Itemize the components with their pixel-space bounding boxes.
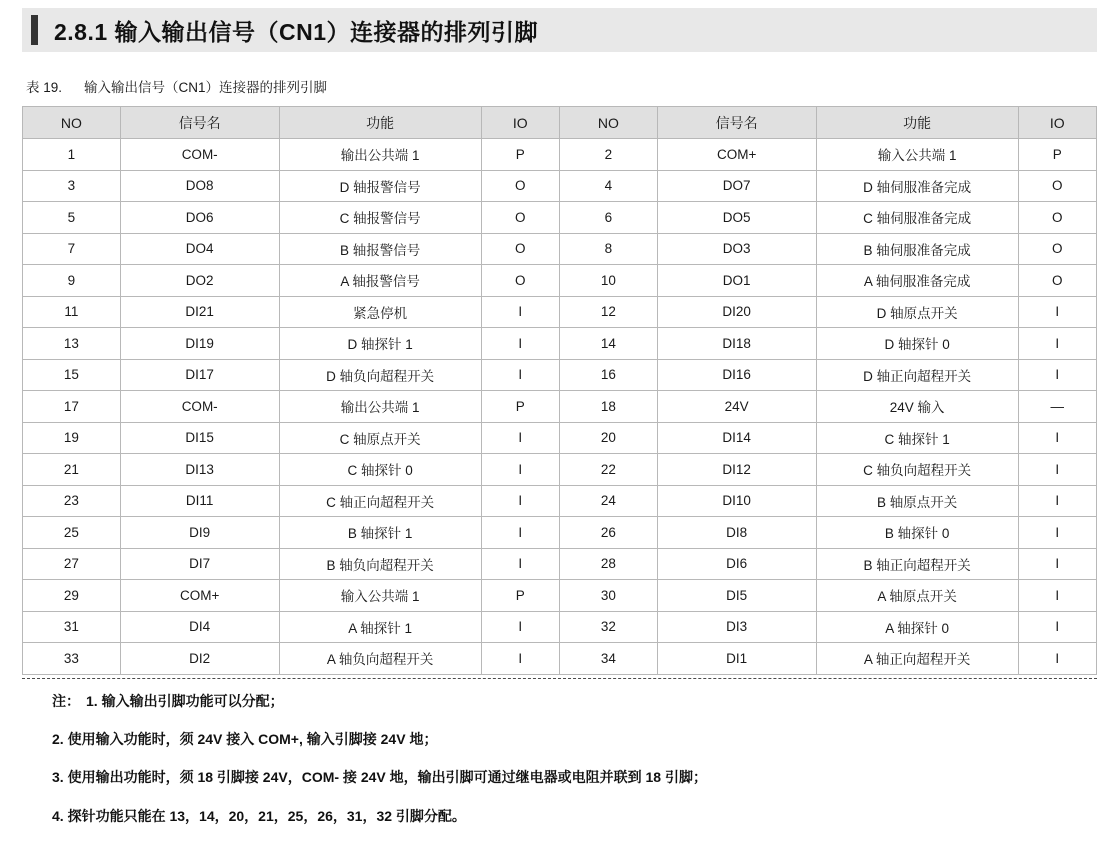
cell-signal-right: 24V <box>657 391 816 423</box>
cell-no-left: 1 <box>23 139 121 171</box>
note-text: 3. 使用输出功能时，须 18 引脚接 24V，COM- 接 24V 地，输出引脚可通过继电器或电阻并联到 18 引脚； <box>52 769 707 786</box>
table-row <box>23 548 1097 580</box>
cell-no-left: 31 <box>23 611 121 643</box>
cell-no-left: 15 <box>23 359 121 391</box>
cell-function-right: A 轴伺服准备完成 <box>816 265 1018 297</box>
cell-io-right: I <box>1018 359 1096 391</box>
table-row <box>23 296 1097 328</box>
cell-io-left: P <box>481 139 559 171</box>
cell-signal-right: COM+ <box>657 139 816 171</box>
cell-signal-left: DI17 <box>120 359 279 391</box>
cell-io-right: I <box>1018 454 1096 486</box>
cell-signal-right: DI5 <box>657 580 816 612</box>
cell-no-right: 16 <box>559 359 657 391</box>
cell-io-right: I <box>1018 296 1096 328</box>
cell-no-right: 20 <box>559 422 657 454</box>
cell-function-right: D 轴正向超程开关 <box>816 359 1018 391</box>
cell-function-right: B 轴正向超程开关 <box>816 548 1018 580</box>
cell-no-left: 21 <box>23 454 121 486</box>
cell-function-left: D 轴负向超程开关 <box>279 359 481 391</box>
cell-no-right: 4 <box>559 170 657 202</box>
heading-accent-bar <box>31 15 38 45</box>
cell-io-right: I <box>1018 485 1096 517</box>
cell-function-left: C 轴原点开关 <box>279 422 481 454</box>
cell-no-right: 10 <box>559 265 657 297</box>
cell-signal-left: DI21 <box>120 296 279 328</box>
note-text: 2. 使用输入功能时，须 24V 接入 COM+, 输入引脚接 24V 地； <box>52 731 438 748</box>
cell-no-right: 22 <box>559 454 657 486</box>
cell-no-left: 11 <box>23 296 121 328</box>
dashed-divider <box>22 678 1097 679</box>
table-row <box>23 233 1097 265</box>
note-text: 4. 探针功能只能在 13，14，20，21，25，26，31，32 引脚分配。 <box>52 807 466 824</box>
cell-no-right: 24 <box>559 485 657 517</box>
cell-no-left: 27 <box>23 548 121 580</box>
table-row <box>23 328 1097 360</box>
cell-no-right: 14 <box>559 328 657 360</box>
cell-function-left: B 轴探针 1 <box>279 517 481 549</box>
note-item <box>52 807 1092 825</box>
table-row <box>23 643 1097 675</box>
cell-io-left: I <box>481 517 559 549</box>
cell-signal-left: COM- <box>120 391 279 423</box>
table-row <box>23 611 1097 643</box>
cell-signal-right: DI3 <box>657 611 816 643</box>
cell-function-left: D 轴探针 1 <box>279 328 481 360</box>
cell-io-left: I <box>481 422 559 454</box>
notes-label: 注： <box>52 693 80 709</box>
cell-io-left: I <box>481 643 559 675</box>
cell-function-left: C 轴探针 0 <box>279 454 481 486</box>
note-text: 1. 输入输出引脚功能可以分配； <box>86 693 284 709</box>
cell-function-left: B 轴报警信号 <box>279 233 481 265</box>
cell-no-left: 17 <box>23 391 121 423</box>
cell-function-right: A 轴探针 0 <box>816 611 1018 643</box>
column-header-no-right: NO <box>559 107 657 139</box>
table-row <box>23 485 1097 517</box>
cell-signal-right: DI6 <box>657 548 816 580</box>
cell-signal-left: DI4 <box>120 611 279 643</box>
cell-signal-left: DO4 <box>120 233 279 265</box>
cell-io-right: — <box>1018 391 1096 423</box>
cell-io-left: I <box>481 296 559 328</box>
table-row <box>23 391 1097 423</box>
cell-function-left: 输入公共端 1 <box>279 580 481 612</box>
cell-signal-right: DI1 <box>657 643 816 675</box>
table-row <box>23 202 1097 234</box>
cell-signal-left: DI9 <box>120 517 279 549</box>
cell-signal-right: DI14 <box>657 422 816 454</box>
cell-signal-right: DI8 <box>657 517 816 549</box>
cell-signal-right: DI18 <box>657 328 816 360</box>
cell-no-left: 7 <box>23 233 121 265</box>
cell-io-left: I <box>481 485 559 517</box>
note-item <box>52 692 1092 710</box>
cell-function-right: A 轴正向超程开关 <box>816 643 1018 675</box>
column-header-no-left: NO <box>23 107 121 139</box>
cell-function-right: C 轴负向超程开关 <box>816 454 1018 486</box>
cell-no-right: 2 <box>559 139 657 171</box>
cell-function-left: A 轴负向超程开关 <box>279 643 481 675</box>
cell-no-left: 13 <box>23 328 121 360</box>
cell-signal-right: DO5 <box>657 202 816 234</box>
cell-io-left: O <box>481 202 559 234</box>
cell-io-right: I <box>1018 580 1096 612</box>
table-caption-label: 表 19. <box>26 80 63 95</box>
column-header-signal-right: 信号名 <box>657 107 816 139</box>
cell-io-left: O <box>481 170 559 202</box>
table-row <box>23 170 1097 202</box>
cell-function-right: B 轴伺服准备完成 <box>816 233 1018 265</box>
cell-io-left: I <box>481 454 559 486</box>
cell-function-right: C 轴伺服准备完成 <box>816 202 1018 234</box>
cell-function-left: 输出公共端 1 <box>279 391 481 423</box>
cell-signal-left: COM- <box>120 139 279 171</box>
cell-no-left: 9 <box>23 265 121 297</box>
table-row <box>23 454 1097 486</box>
cell-signal-right: DI20 <box>657 296 816 328</box>
cell-function-right: A 轴原点开关 <box>816 580 1018 612</box>
cell-io-right: O <box>1018 170 1096 202</box>
cell-no-right: 32 <box>559 611 657 643</box>
cell-signal-left: DI2 <box>120 643 279 675</box>
cell-no-right: 18 <box>559 391 657 423</box>
cell-io-left: O <box>481 233 559 265</box>
cell-io-right: I <box>1018 328 1096 360</box>
cell-function-left: C 轴报警信号 <box>279 202 481 234</box>
cell-function-left: 紧急停机 <box>279 296 481 328</box>
column-header-function-right: 功能 <box>816 107 1018 139</box>
column-header-function-left: 功能 <box>279 107 481 139</box>
table-row <box>23 359 1097 391</box>
cell-io-right: I <box>1018 611 1096 643</box>
cell-no-left: 29 <box>23 580 121 612</box>
cell-io-right: I <box>1018 643 1096 675</box>
cell-signal-left: DI15 <box>120 422 279 454</box>
cell-function-right: D 轴原点开关 <box>816 296 1018 328</box>
column-header-io-right: IO <box>1018 107 1096 139</box>
cell-io-left: I <box>481 328 559 360</box>
note-item <box>52 730 1092 748</box>
cell-no-left: 19 <box>23 422 121 454</box>
cell-no-right: 12 <box>559 296 657 328</box>
cell-function-left: D 轴报警信号 <box>279 170 481 202</box>
cell-signal-right: DI10 <box>657 485 816 517</box>
cell-function-right: B 轴原点开关 <box>816 485 1018 517</box>
page-title: 2.8.1 输入输出信号（CN1）连接器的排列引脚 <box>54 18 539 45</box>
cell-function-right: 24V 输入 <box>816 391 1018 423</box>
cell-signal-left: DI19 <box>120 328 279 360</box>
table-row <box>23 422 1097 454</box>
cell-signal-left: COM+ <box>120 580 279 612</box>
cell-function-right: C 轴探针 1 <box>816 422 1018 454</box>
cell-function-right: D 轴伺服准备完成 <box>816 170 1018 202</box>
cell-function-right: 输入公共端 1 <box>816 139 1018 171</box>
cell-signal-left: DO8 <box>120 170 279 202</box>
note-item <box>52 768 1092 786</box>
cell-no-right: 30 <box>559 580 657 612</box>
cell-signal-right: DO7 <box>657 170 816 202</box>
cell-io-right: O <box>1018 233 1096 265</box>
cell-io-right: I <box>1018 517 1096 549</box>
cell-signal-right: DI12 <box>657 454 816 486</box>
table-row <box>23 265 1097 297</box>
cell-function-left: B 轴负向超程开关 <box>279 548 481 580</box>
cell-io-right: I <box>1018 422 1096 454</box>
table-row <box>23 517 1097 549</box>
cell-signal-right: DO1 <box>657 265 816 297</box>
cell-function-left: C 轴正向超程开关 <box>279 485 481 517</box>
table-caption-text: 输入输出信号（CN1）连接器的排列引脚 <box>84 80 328 95</box>
cell-io-right: I <box>1018 548 1096 580</box>
cell-no-left: 5 <box>23 202 121 234</box>
cell-signal-right: DI16 <box>657 359 816 391</box>
cell-io-left: I <box>481 548 559 580</box>
column-header-signal-left: 信号名 <box>120 107 279 139</box>
cell-io-left: O <box>481 265 559 297</box>
cell-io-left: I <box>481 359 559 391</box>
cell-io-right: O <box>1018 265 1096 297</box>
table-caption <box>26 76 327 96</box>
table-header-row <box>23 107 1097 139</box>
cell-no-left: 25 <box>23 517 121 549</box>
cell-no-left: 23 <box>23 485 121 517</box>
cell-io-left: P <box>481 580 559 612</box>
cell-signal-left: DI7 <box>120 548 279 580</box>
cell-no-left: 3 <box>23 170 121 202</box>
pin-assignment-table <box>22 106 1097 675</box>
cell-signal-left: DO6 <box>120 202 279 234</box>
table-row <box>23 139 1097 171</box>
cell-no-right: 26 <box>559 517 657 549</box>
cell-io-right: O <box>1018 202 1096 234</box>
cell-no-right: 6 <box>559 202 657 234</box>
table-row <box>23 580 1097 612</box>
cell-function-left: A 轴报警信号 <box>279 265 481 297</box>
cell-signal-right: DO3 <box>657 233 816 265</box>
cell-function-right: D 轴探针 0 <box>816 328 1018 360</box>
cell-function-left: 输出公共端 1 <box>279 139 481 171</box>
cell-io-right: P <box>1018 139 1096 171</box>
cell-io-left: P <box>481 391 559 423</box>
notes-block <box>52 692 1092 845</box>
cell-function-left: A 轴探针 1 <box>279 611 481 643</box>
cell-io-left: I <box>481 611 559 643</box>
cell-signal-left: DO2 <box>120 265 279 297</box>
cell-signal-left: DI11 <box>120 485 279 517</box>
cell-no-left: 33 <box>23 643 121 675</box>
cell-no-right: 28 <box>559 548 657 580</box>
cell-no-right: 34 <box>559 643 657 675</box>
cell-function-right: B 轴探针 0 <box>816 517 1018 549</box>
column-header-io-left: IO <box>481 107 559 139</box>
section-heading-bar <box>22 8 1097 52</box>
cell-no-right: 8 <box>559 233 657 265</box>
cell-signal-left: DI13 <box>120 454 279 486</box>
